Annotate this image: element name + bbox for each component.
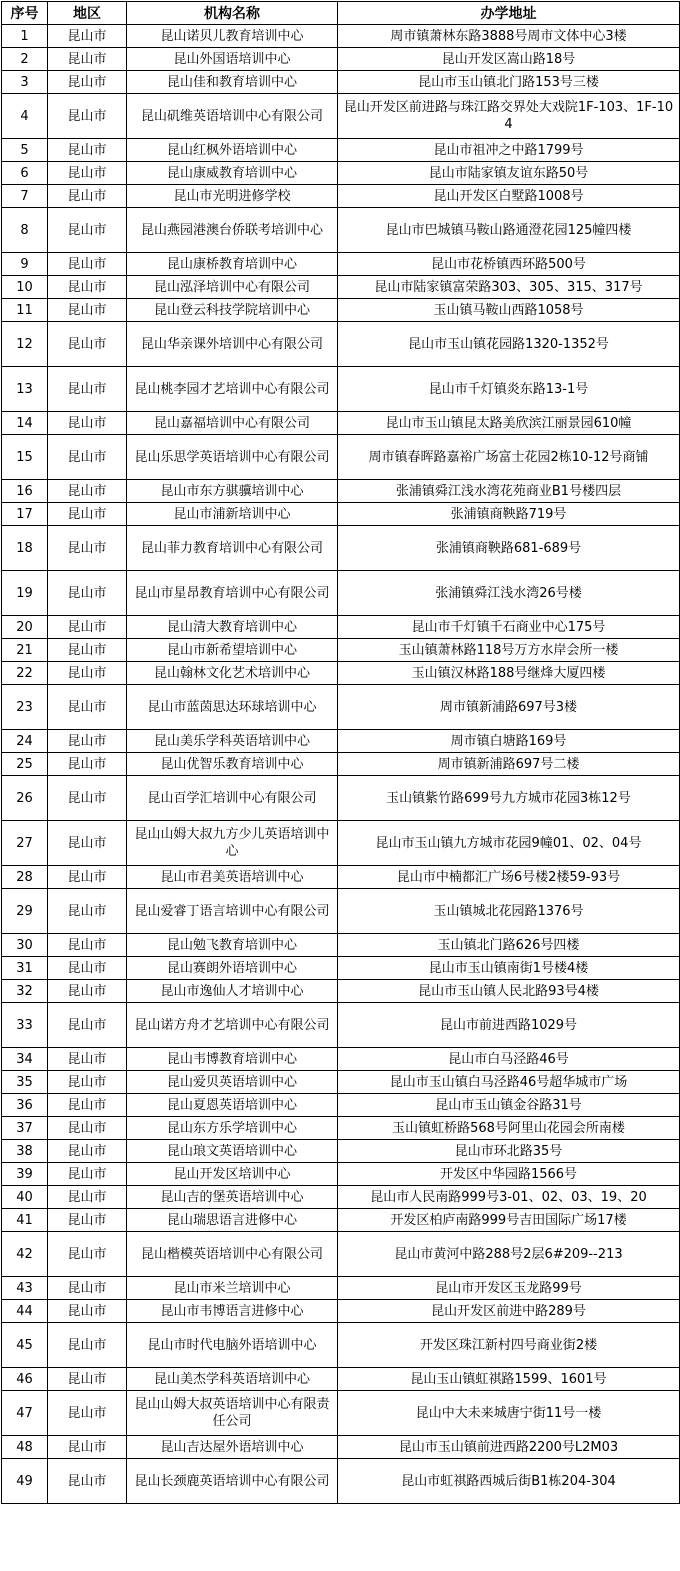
cell-institution-name: 昆山琅文英语培训中心 — [127, 1140, 338, 1163]
cell-serial: 41 — [2, 1209, 48, 1232]
cell-serial: 19 — [2, 571, 48, 616]
cell-serial: 43 — [2, 1277, 48, 1300]
cell-serial: 49 — [2, 1459, 48, 1504]
table-row — [2, 435, 680, 480]
cell-serial: 26 — [2, 776, 48, 821]
cell-region: 昆山市 — [48, 185, 127, 208]
cell-serial: 27 — [2, 821, 48, 866]
cell-region: 昆山市 — [48, 526, 127, 571]
cell-institution-name: 昆山山姆大叔九方少儿英语培训中心 — [127, 821, 338, 866]
cell-region: 昆山市 — [48, 639, 127, 662]
cell-institution-name: 昆山韦博教育培训中心 — [127, 1048, 338, 1071]
table-row — [2, 412, 680, 435]
cell-address: 昆山市开发区玉龙路99号 — [338, 1277, 680, 1300]
cell-serial: 44 — [2, 1300, 48, 1323]
table-row — [2, 71, 680, 94]
table-row — [2, 1140, 680, 1163]
table-row — [2, 1186, 680, 1209]
cell-region: 昆山市 — [48, 1391, 127, 1436]
cell-institution-name: 昆山矶维英语培训中心有限公司 — [127, 94, 338, 139]
cell-address: 周市镇萧林东路3888号周市文体中心3楼 — [338, 25, 680, 48]
cell-address: 昆山市玉山镇金谷路31号 — [338, 1094, 680, 1117]
cell-region: 昆山市 — [48, 1368, 127, 1391]
cell-region: 昆山市 — [48, 139, 127, 162]
table-row — [2, 1209, 680, 1232]
cell-serial: 45 — [2, 1323, 48, 1368]
table-row — [2, 1368, 680, 1391]
cell-institution-name: 昆山诺贝儿教育培训中心 — [127, 25, 338, 48]
table-row — [2, 685, 680, 730]
table-row — [2, 1094, 680, 1117]
cell-serial: 39 — [2, 1163, 48, 1186]
cell-address: 开发区珠江新村四号商业街2楼 — [338, 1323, 680, 1368]
cell-institution-name: 昆山菲力教育培训中心有限公司 — [127, 526, 338, 571]
cell-address: 昆山市巴城镇马鞍山路通澄花园125幢四楼 — [338, 208, 680, 253]
cell-serial: 7 — [2, 185, 48, 208]
cell-institution-name: 昆山华亲课外培训中心有限公司 — [127, 322, 338, 367]
cell-serial: 1 — [2, 25, 48, 48]
cell-region: 昆山市 — [48, 1323, 127, 1368]
cell-region: 昆山市 — [48, 980, 127, 1003]
cell-region: 昆山市 — [48, 662, 127, 685]
table-row — [2, 299, 680, 322]
cell-region: 昆山市 — [48, 1436, 127, 1459]
cell-region: 昆山市 — [48, 776, 127, 821]
cell-institution-name: 昆山佳和教育培训中心 — [127, 71, 338, 94]
cell-region: 昆山市 — [48, 299, 127, 322]
table-row — [2, 662, 680, 685]
table-row — [2, 1323, 680, 1368]
cell-address: 昆山市玉山镇花园路1320-1352号 — [338, 322, 680, 367]
cell-institution-name: 昆山嘉福培训中心有限公司 — [127, 412, 338, 435]
cell-serial: 12 — [2, 322, 48, 367]
cell-serial: 42 — [2, 1232, 48, 1277]
table-row — [2, 526, 680, 571]
cell-address: 玉山镇北门路626号四楼 — [338, 934, 680, 957]
cell-institution-name: 昆山东方乐学培训中心 — [127, 1117, 338, 1140]
table-row — [2, 162, 680, 185]
cell-region: 昆山市 — [48, 435, 127, 480]
cell-serial: 32 — [2, 980, 48, 1003]
cell-address: 玉山镇紫竹路699号九方城市花园3栋12号 — [338, 776, 680, 821]
cell-institution-name: 昆山吉达屋外语培训中心 — [127, 1436, 338, 1459]
table-row — [2, 889, 680, 934]
cell-institution-name: 昆山美杰学科英语培训中心 — [127, 1368, 338, 1391]
cell-region: 昆山市 — [48, 821, 127, 866]
cell-institution-name: 昆山燕园港澳台侨联考培训中心 — [127, 208, 338, 253]
cell-institution-name: 昆山百学汇培训中心有限公司 — [127, 776, 338, 821]
cell-region: 昆山市 — [48, 208, 127, 253]
cell-region: 昆山市 — [48, 162, 127, 185]
cell-institution-name: 昆山爱贝英语培训中心 — [127, 1071, 338, 1094]
cell-serial: 28 — [2, 866, 48, 889]
cell-address: 昆山开发区前进路与珠江路交界处大戏院1F-103、1F-104 — [338, 94, 680, 139]
cell-region: 昆山市 — [48, 503, 127, 526]
cell-region: 昆山市 — [48, 94, 127, 139]
cell-region: 昆山市 — [48, 934, 127, 957]
cell-institution-name: 昆山市星昂教育培训中心有限公司 — [127, 571, 338, 616]
cell-serial: 9 — [2, 253, 48, 276]
table-row — [2, 253, 680, 276]
cell-address: 昆山市玉山镇九方城市花园9幢01、02、04号 — [338, 821, 680, 866]
cell-institution-name: 昆山市韦博语言进修中心 — [127, 1300, 338, 1323]
cell-address: 昆山市陆家镇富荣路303、305、315、317号 — [338, 276, 680, 299]
header-institution-name: 机构名称 — [127, 2, 338, 25]
cell-serial: 17 — [2, 503, 48, 526]
cell-institution-name: 昆山市逸仙人才培训中心 — [127, 980, 338, 1003]
table-row — [2, 753, 680, 776]
cell-region: 昆山市 — [48, 616, 127, 639]
cell-address: 昆山市花桥镇西环路500号 — [338, 253, 680, 276]
table-row — [2, 276, 680, 299]
table-row — [2, 1232, 680, 1277]
header-address: 办学地址 — [338, 2, 680, 25]
cell-institution-name: 昆山红枫外语培训中心 — [127, 139, 338, 162]
cell-region: 昆山市 — [48, 367, 127, 412]
cell-institution-name: 昆山泓泽培训中心有限公司 — [127, 276, 338, 299]
cell-address: 昆山中大未来城唐宁街11号一楼 — [338, 1391, 680, 1436]
cell-institution-name: 昆山乐思学英语培训中心有限公司 — [127, 435, 338, 480]
table-row — [2, 503, 680, 526]
cell-region: 昆山市 — [48, 1140, 127, 1163]
table-row — [2, 94, 680, 139]
cell-address: 昆山市人民南路999号3-01、02、03、19、20 — [338, 1186, 680, 1209]
table-row — [2, 821, 680, 866]
cell-address: 张浦镇舜江浅水湾26号楼 — [338, 571, 680, 616]
cell-region: 昆山市 — [48, 1003, 127, 1048]
cell-institution-name: 昆山美乐学科英语培训中心 — [127, 730, 338, 753]
table-row — [2, 980, 680, 1003]
cell-region: 昆山市 — [48, 1186, 127, 1209]
cell-institution-name: 昆山山姆大叔英语培训中心有限责任公司 — [127, 1391, 338, 1436]
cell-region: 昆山市 — [48, 571, 127, 616]
cell-serial: 24 — [2, 730, 48, 753]
table-row — [2, 639, 680, 662]
cell-region: 昆山市 — [48, 1094, 127, 1117]
cell-region: 昆山市 — [48, 1209, 127, 1232]
cell-serial: 3 — [2, 71, 48, 94]
table-row — [2, 730, 680, 753]
cell-institution-name: 昆山市蓝茵思达环球培训中心 — [127, 685, 338, 730]
cell-address: 昆山市陆家镇友谊东路50号 — [338, 162, 680, 185]
cell-region: 昆山市 — [48, 889, 127, 934]
cell-institution-name: 昆山市浦新培训中心 — [127, 503, 338, 526]
cell-address: 张浦镇舜江浅水湾花苑商业B1号楼四层 — [338, 480, 680, 503]
cell-serial: 5 — [2, 139, 48, 162]
cell-region: 昆山市 — [48, 71, 127, 94]
cell-address: 昆山开发区前进中路289号 — [338, 1300, 680, 1323]
cell-address: 昆山市环北路35号 — [338, 1140, 680, 1163]
cell-address: 玉山镇虹桥路568号阿里山花园会所南楼 — [338, 1117, 680, 1140]
cell-institution-name: 昆山市时代电脑外语培训中心 — [127, 1323, 338, 1368]
cell-institution-name: 昆山市东方骐骥培训中心 — [127, 480, 338, 503]
table-row — [2, 1391, 680, 1436]
cell-institution-name: 昆山翰林文化艺术培训中心 — [127, 662, 338, 685]
cell-address: 昆山市千灯镇千石商业中心175号 — [338, 616, 680, 639]
table-row — [2, 957, 680, 980]
cell-region: 昆山市 — [48, 866, 127, 889]
table-row — [2, 571, 680, 616]
table-row — [2, 185, 680, 208]
cell-address: 昆山市玉山镇昆太路美欣滨江丽景园610幢 — [338, 412, 680, 435]
table-row — [2, 616, 680, 639]
cell-serial: 25 — [2, 753, 48, 776]
cell-address: 昆山开发区嵩山路18号 — [338, 48, 680, 71]
table-row — [2, 1436, 680, 1459]
cell-address: 昆山玉山镇虹祺路1599、1601号 — [338, 1368, 680, 1391]
cell-address: 昆山市祖冲之中路1799号 — [338, 139, 680, 162]
cell-institution-name: 昆山夏恩英语培训中心 — [127, 1094, 338, 1117]
table-row — [2, 25, 680, 48]
cell-address: 周市镇新浦路697号二楼 — [338, 753, 680, 776]
cell-address: 昆山市玉山镇前进西路2200号L2M03 — [338, 1436, 680, 1459]
cell-serial: 4 — [2, 94, 48, 139]
table-row — [2, 1277, 680, 1300]
cell-address: 昆山市黄河中路288号2层6#209--213 — [338, 1232, 680, 1277]
table-row — [2, 1048, 680, 1071]
cell-serial: 11 — [2, 299, 48, 322]
cell-institution-name: 昆山瑞思语言进修中心 — [127, 1209, 338, 1232]
cell-serial: 36 — [2, 1094, 48, 1117]
cell-address: 玉山镇汉林路188号继烽大厦四楼 — [338, 662, 680, 685]
table-row — [2, 1003, 680, 1048]
cell-institution-name: 昆山市米兰培训中心 — [127, 1277, 338, 1300]
cell-address: 昆山市玉山镇白马泾路46号超华城市广场 — [338, 1071, 680, 1094]
cell-region: 昆山市 — [48, 1163, 127, 1186]
cell-region: 昆山市 — [48, 753, 127, 776]
cell-institution-name: 昆山勉飞教育培训中心 — [127, 934, 338, 957]
cell-serial: 8 — [2, 208, 48, 253]
cell-institution-name: 昆山市新希望培训中心 — [127, 639, 338, 662]
cell-institution-name: 昆山吉的堡英语培训中心 — [127, 1186, 338, 1209]
header-serial: 序号 — [2, 2, 48, 25]
cell-serial: 2 — [2, 48, 48, 71]
cell-region: 昆山市 — [48, 276, 127, 299]
cell-region: 昆山市 — [48, 1277, 127, 1300]
header-row — [2, 2, 680, 25]
cell-address: 昆山市玉山镇北门路153号三楼 — [338, 71, 680, 94]
table-row — [2, 1117, 680, 1140]
table-row — [2, 934, 680, 957]
cell-address: 周市镇新浦路697号3楼 — [338, 685, 680, 730]
training-institutions-table — [1, 1, 680, 1504]
cell-serial: 10 — [2, 276, 48, 299]
cell-serial: 14 — [2, 412, 48, 435]
cell-serial: 47 — [2, 1391, 48, 1436]
cell-serial: 20 — [2, 616, 48, 639]
cell-institution-name: 昆山康威教育培训中心 — [127, 162, 338, 185]
cell-serial: 30 — [2, 934, 48, 957]
cell-region: 昆山市 — [48, 1048, 127, 1071]
cell-region: 昆山市 — [48, 322, 127, 367]
cell-address: 周市镇白塘路169号 — [338, 730, 680, 753]
cell-address: 开发区中华园路1566号 — [338, 1163, 680, 1186]
table-row — [2, 480, 680, 503]
cell-institution-name: 昆山康桥教育培训中心 — [127, 253, 338, 276]
cell-institution-name: 昆山清大教育培训中心 — [127, 616, 338, 639]
table-row — [2, 139, 680, 162]
cell-institution-name: 昆山开发区培训中心 — [127, 1163, 338, 1186]
cell-address: 昆山市白马泾路46号 — [338, 1048, 680, 1071]
cell-region: 昆山市 — [48, 412, 127, 435]
cell-address: 昆山市前进西路1029号 — [338, 1003, 680, 1048]
cell-serial: 15 — [2, 435, 48, 480]
cell-address: 昆山开发区白墅路1008号 — [338, 185, 680, 208]
cell-serial: 38 — [2, 1140, 48, 1163]
table-row — [2, 48, 680, 71]
cell-address: 玉山镇城北花园路1376号 — [338, 889, 680, 934]
header-region: 地区 — [48, 2, 127, 25]
cell-address: 张浦镇商鞅路719号 — [338, 503, 680, 526]
cell-serial: 40 — [2, 1186, 48, 1209]
table-row — [2, 1071, 680, 1094]
cell-region: 昆山市 — [48, 1300, 127, 1323]
table-row — [2, 866, 680, 889]
cell-serial: 16 — [2, 480, 48, 503]
table-row — [2, 1459, 680, 1504]
cell-institution-name: 昆山桃李园才艺培训中心有限公司 — [127, 367, 338, 412]
cell-address: 玉山镇萧林路118号万方水岸会所一楼 — [338, 639, 680, 662]
table-row — [2, 1300, 680, 1323]
table-row — [2, 1163, 680, 1186]
cell-serial: 35 — [2, 1071, 48, 1094]
cell-institution-name: 昆山市光明进修学校 — [127, 185, 338, 208]
cell-institution-name: 昆山楷模英语培训中心有限公司 — [127, 1232, 338, 1277]
cell-institution-name: 昆山长颈鹿英语培训中心有限公司 — [127, 1459, 338, 1504]
cell-address: 昆山市中楠都汇广场6号楼2楼59-93号 — [338, 866, 680, 889]
cell-region: 昆山市 — [48, 1071, 127, 1094]
cell-address: 周市镇春晖路嘉裕广场富士花园2栋10-12号商铺 — [338, 435, 680, 480]
cell-serial: 22 — [2, 662, 48, 685]
cell-address: 昆山市千灯镇炎东路13-1号 — [338, 367, 680, 412]
cell-region: 昆山市 — [48, 957, 127, 980]
cell-serial: 48 — [2, 1436, 48, 1459]
cell-region: 昆山市 — [48, 480, 127, 503]
cell-serial: 37 — [2, 1117, 48, 1140]
cell-institution-name: 昆山赛朗外语培训中心 — [127, 957, 338, 980]
cell-region: 昆山市 — [48, 730, 127, 753]
cell-address: 昆山市玉山镇南街1号楼4楼 — [338, 957, 680, 980]
cell-region: 昆山市 — [48, 253, 127, 276]
cell-serial: 18 — [2, 526, 48, 571]
cell-serial: 23 — [2, 685, 48, 730]
cell-institution-name: 昆山爱睿丁语言培训中心有限公司 — [127, 889, 338, 934]
cell-institution-name: 昆山市君美英语培训中心 — [127, 866, 338, 889]
cell-serial: 29 — [2, 889, 48, 934]
cell-region: 昆山市 — [48, 48, 127, 71]
table-row — [2, 776, 680, 821]
cell-region: 昆山市 — [48, 1232, 127, 1277]
cell-serial: 6 — [2, 162, 48, 185]
cell-region: 昆山市 — [48, 1117, 127, 1140]
cell-address: 昆山市虹祺路西城后街B1栋204-304 — [338, 1459, 680, 1504]
table-row — [2, 208, 680, 253]
cell-institution-name: 昆山优智乐教育培训中心 — [127, 753, 338, 776]
cell-region: 昆山市 — [48, 685, 127, 730]
cell-region: 昆山市 — [48, 25, 127, 48]
cell-institution-name: 昆山诺方舟才艺培训中心有限公司 — [127, 1003, 338, 1048]
cell-serial: 34 — [2, 1048, 48, 1071]
cell-address: 张浦镇商鞅路681-689号 — [338, 526, 680, 571]
cell-address: 昆山市玉山镇人民北路93号4楼 — [338, 980, 680, 1003]
cell-region: 昆山市 — [48, 1459, 127, 1504]
table-row — [2, 322, 680, 367]
cell-serial: 31 — [2, 957, 48, 980]
cell-serial: 13 — [2, 367, 48, 412]
cell-address: 开发区柏庐南路999号吉田国际广场17楼 — [338, 1209, 680, 1232]
cell-address: 玉山镇马鞍山西路1058号 — [338, 299, 680, 322]
cell-serial: 46 — [2, 1368, 48, 1391]
table-row — [2, 367, 680, 412]
cell-serial: 33 — [2, 1003, 48, 1048]
cell-institution-name: 昆山外国语培训中心 — [127, 48, 338, 71]
cell-institution-name: 昆山登云科技学院培训中心 — [127, 299, 338, 322]
cell-serial: 21 — [2, 639, 48, 662]
